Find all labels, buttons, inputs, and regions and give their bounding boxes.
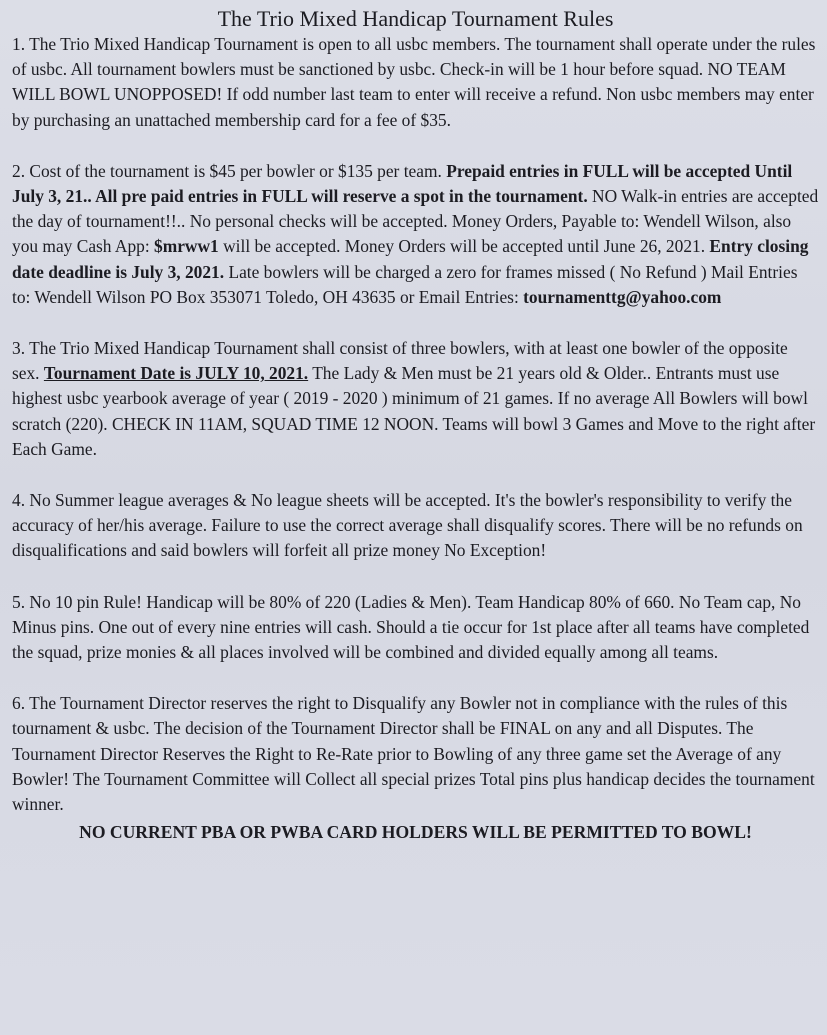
rule-5: 5. No 10 pin Rule! Handicap will be 80% of 220 (Ladies & Men). Team Handicap 80% of 660. No Team cap, No Minus pins. One out of every nine entries will cash. Should a tie occur for 1st place after all teams have completed the squad, prize monies & all places involved will be combined and divided equally among all teams.: [12, 591, 810, 663]
rule-2-walkin: NO Walk-in entries are accepted the day of tournament!!.. No personal checks will be accepted. Money Orders, Payable to: Wendell Wilson, also you may Cash App:: [12, 186, 819, 257]
rule-2-prepaid: Prepaid entries in FULL will be accepted Until July 3, 21.. All pre paid entries in FULL will reserve a spot in the tournament.: [12, 160, 793, 207]
rule-2-cashapp: $mrww1: [154, 236, 219, 257]
rule-3-date: Tournament Date is JULY 10, 2021.: [43, 363, 309, 384]
rule-2-deadline: Entry closing date deadline is July 3, 2021.: [12, 236, 809, 282]
footer-warning: NO CURRENT PBA OR PWBA CARD HOLDERS WILL BE PERMITTED TO BOWL!: [79, 822, 752, 843]
rule-4: 4. No Summer league averages & No league sheets will be accepted. It's the bowler's responsibility to verify the accuracy of her/his average. Failure to use the correct average shall disqualify scores. There will be no refunds on disqualifications and said bowlers will forfeit all prize money No Exception!: [12, 490, 803, 561]
rule-2-mail: Late bowlers will be charged a zero for frames missed ( No Refund ) Mail Entries to: Wendell Wilson PO Box 353071 Toledo, OH 43635 or Email Entries:: [12, 261, 798, 307]
rule-2: [12, 159, 819, 310]
rule-2-cost: 2. Cost of the tournament is $45 per bowler or $135 per team.: [12, 160, 447, 181]
rule-3-intro: 3. The Trio Mixed Handicap Tournament shall consist of three bowlers, with at least one bowler of the opposite sex.: [12, 338, 788, 384]
rule-3-details: The Lady & Men must be 21 years old & Older.. Entrants must use highest usbc yearbook average of year ( 2019 - 2020 ) minimum of 21 games. If no average All Bowlers will bowl scratch (220). CHECK IN 11AM, SQUAD TIME 12 NOON. Teams will bowl 3 Games and Move to the right after Each Game.: [12, 363, 816, 459]
rule-3: [12, 336, 819, 462]
page-title: The Trio Mixed Handicap Tournament Rules: [217, 6, 614, 31]
rule-6: 6. The Tournament Director reserves the right to Disqualify any Bowler not in compliance with the rules of this tournament & usbc. The decision of the Tournament Director shall be FINAL on any and all Disputes. The Tournament Director Reserves the Right to Re-Rate prior to Bowling of any three game set the Average of any Bowler! The Tournament Committee will Collect all special prizes Total pins plus handicap decides the tournament winner.: [12, 693, 815, 815]
rule-2-email: tournamenttg@yahoo.com: [523, 286, 722, 307]
rule-1: 1. The Trio Mixed Handicap Tournament is open to all usbc members. The tournament shall operate under the rules of usbc. All tournament bowlers must be sanctioned by usbc. Check-in will be 1 hour before squad. NO TEAM WILL BOWL UNOPPOSED! If odd number last team to enter will receive a refund. Non usbc members may enter by purchasing an unattached membership card for a fee of $35.: [12, 34, 816, 130]
rule-2-money-orders: will be accepted. Money Orders will be accepted until June 26, 2021.: [218, 236, 710, 257]
